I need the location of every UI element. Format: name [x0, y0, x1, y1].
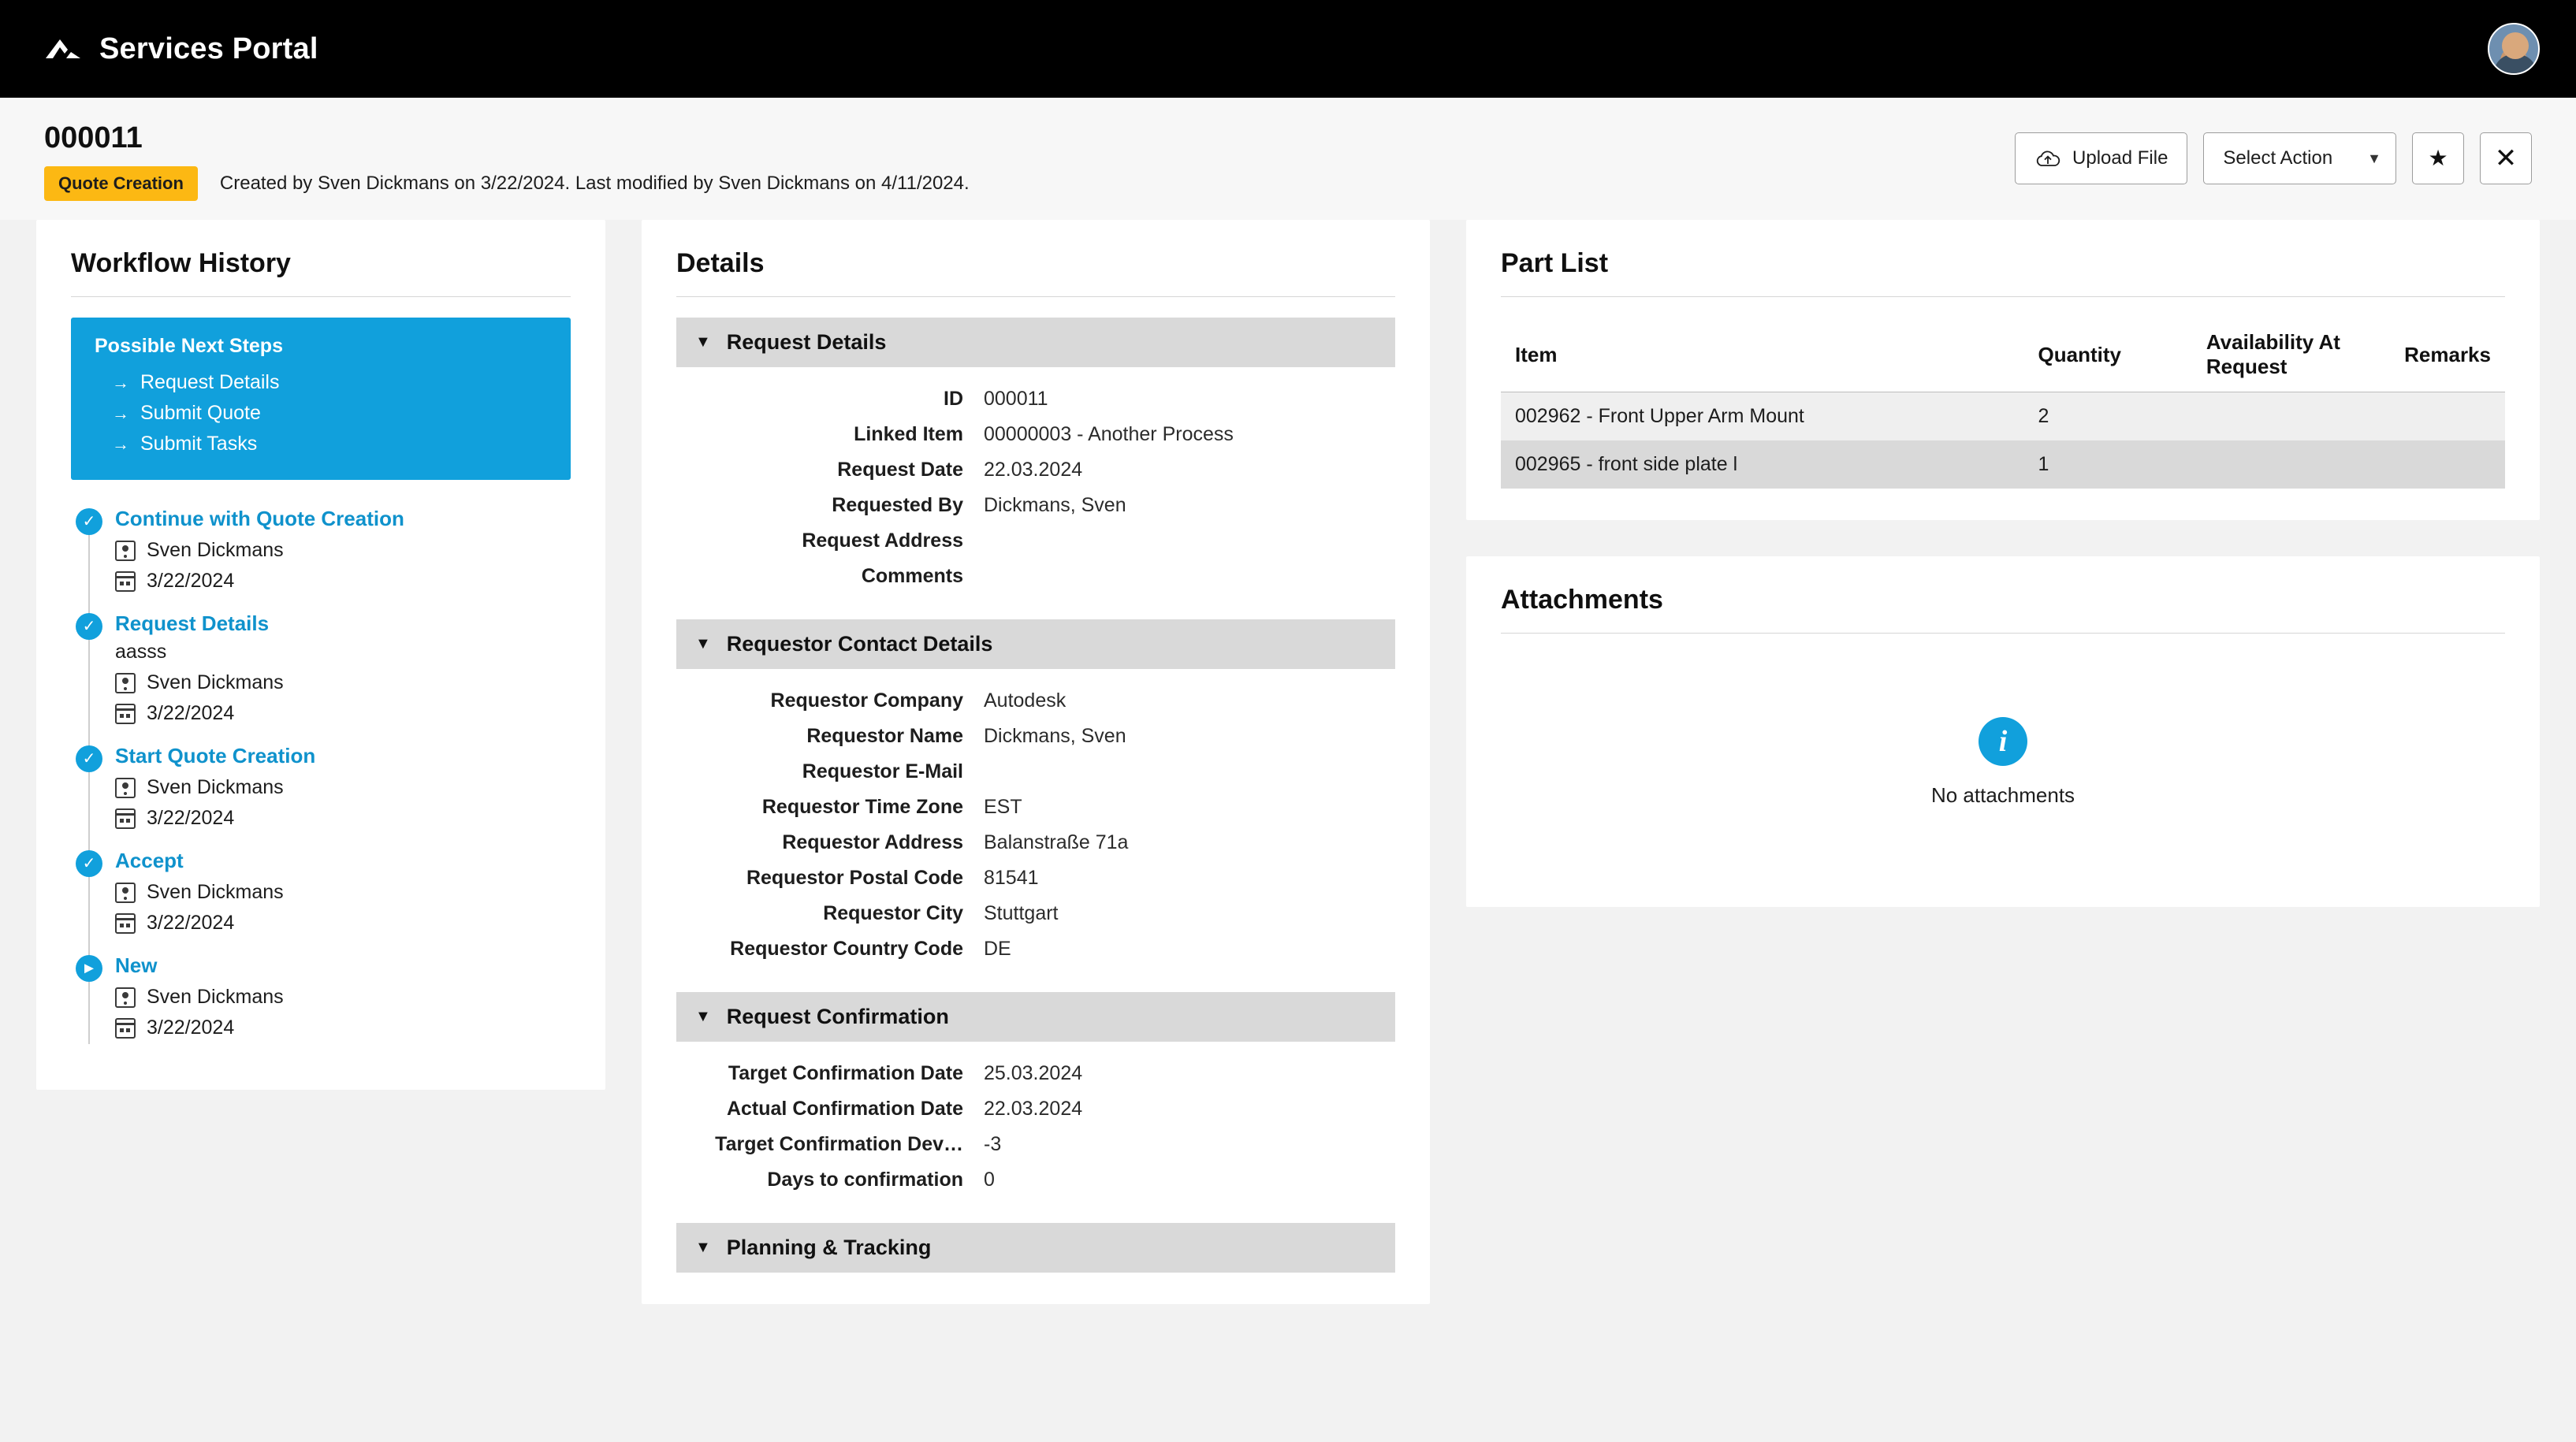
- next-step-label: Submit Tasks: [140, 433, 258, 455]
- timeline-user-name: Sven Dickmans: [147, 881, 284, 903]
- possible-next-steps-title: Possible Next Steps: [95, 335, 283, 357]
- chevron-down-icon: ▼: [695, 333, 711, 351]
- close-icon: ✕: [2494, 143, 2518, 173]
- field-label: Comments: [861, 565, 963, 587]
- timeline-item[interactable]: [76, 849, 571, 953]
- page-header-meta: [44, 166, 970, 201]
- timeline-item[interactable]: [76, 953, 571, 1058]
- field-requestor-company: [676, 683, 1395, 719]
- part-list-header: [1501, 318, 2505, 392]
- timeline-item-date: [115, 570, 571, 593]
- part-list-body: [1501, 392, 2505, 489]
- attachments-empty-text: No attachments: [1930, 783, 2075, 807]
- cell-remarks: [2390, 440, 2505, 489]
- field-label: Request Date: [837, 459, 963, 481]
- section-header-requestor-contact-details[interactable]: [676, 619, 1395, 669]
- field-value: 22.03.2024: [984, 459, 1083, 481]
- check-circle-icon: ✓: [76, 508, 102, 535]
- timeline-item-user: [115, 539, 571, 562]
- field-label: Requestor Address: [782, 831, 963, 853]
- field-requestor-postal-code: [676, 860, 1395, 896]
- cell-quantity: 2: [2024, 392, 2192, 441]
- part-list-title: Part List: [1501, 248, 2505, 297]
- timeline-item-label: Start Quote Creation: [115, 744, 316, 767]
- field-linked-item: [676, 417, 1395, 452]
- field-value: Dickmans, Sven: [984, 494, 1126, 516]
- timeline-user-name: Sven Dickmans: [147, 539, 284, 561]
- brand[interactable]: [44, 32, 318, 66]
- details-card: [642, 220, 1430, 1304]
- field-label: Requestor Time Zone: [761, 796, 963, 818]
- chevron-down-icon: ▼: [695, 1008, 711, 1025]
- page-title: 000011: [44, 121, 143, 154]
- timeline-date-value: 3/22/2024: [147, 702, 235, 724]
- next-step-submit-quote[interactable]: [95, 398, 547, 429]
- section-header-label: Requestor Contact Details: [726, 632, 993, 656]
- column-header-remarks[interactable]: Remarks: [2390, 318, 2505, 392]
- field-value: Dickmans, Sven: [984, 725, 1126, 747]
- timeline-item-user: [115, 776, 571, 799]
- record-meta-text: Created by Sven Dickmans on 3/22/2024. Last modified by Sven Dickmans on 4/11/2024.: [219, 173, 970, 194]
- table-row[interactable]: [1501, 440, 2505, 489]
- chevron-down-icon: ▼: [695, 1239, 711, 1256]
- mountain-logo-icon: [44, 35, 82, 63]
- column-header-item[interactable]: Item: [1501, 318, 2024, 392]
- upload-file-button[interactable]: [2015, 132, 2187, 184]
- page-header-left: [44, 121, 970, 201]
- timeline-item-date: [115, 807, 571, 830]
- field-value: 00000003 - Another Process: [984, 423, 1234, 445]
- timeline-item[interactable]: [76, 744, 571, 849]
- chevron-down-icon: ▼: [695, 635, 711, 652]
- timeline-item-date: [115, 912, 571, 935]
- timeline-item-date: [115, 1016, 571, 1039]
- check-circle-icon: ✓: [76, 745, 102, 772]
- workflow-history-card: [36, 220, 605, 1090]
- info-icon: i: [1979, 717, 2027, 766]
- cell-item: 002965 - front side plate l: [1501, 440, 2024, 489]
- timeline-item-user: [115, 881, 571, 904]
- section-header-planning-tracking[interactable]: [676, 1223, 1395, 1273]
- timeline-item-date: [115, 702, 571, 725]
- timeline-item-label: Request Details: [115, 611, 270, 635]
- section-header-label: Request Confirmation: [726, 1005, 949, 1028]
- field-value: 000011: [984, 388, 1048, 410]
- timeline-user-name: Sven Dickmans: [147, 671, 284, 693]
- cell-availability: [2192, 392, 2390, 441]
- field-value: 25.03.2024: [984, 1062, 1083, 1084]
- cell-quantity: 1: [2024, 440, 2192, 489]
- field-label: Linked Item: [854, 423, 963, 445]
- check-circle-icon: ✓: [76, 850, 102, 877]
- status-badge: Quote Creation: [44, 166, 198, 201]
- field-days-to-confirmation: [676, 1162, 1395, 1198]
- field-request-address: [676, 523, 1395, 559]
- arrow-icon: →: [112, 433, 129, 454]
- field-actual-confirmation-date: [676, 1091, 1395, 1127]
- cloud-upload-icon: [2034, 149, 2061, 168]
- field-label: Target Confirmation Date: [728, 1062, 963, 1084]
- avatar[interactable]: [2488, 23, 2540, 75]
- person-icon: [115, 883, 136, 903]
- timeline-item[interactable]: [76, 507, 571, 611]
- field-label: Requestor Company: [770, 689, 963, 712]
- part-list-table: [1501, 318, 2505, 489]
- field-request-date: [676, 452, 1395, 488]
- field-requestor-time-zone: [676, 790, 1395, 825]
- possible-next-steps-panel: [71, 318, 571, 480]
- section-header-label: Planning & Tracking: [726, 1236, 932, 1259]
- request-details-fields: [676, 367, 1395, 611]
- timeline-item-user: [115, 671, 571, 694]
- column-header-availability[interactable]: Availability At Request: [2192, 318, 2390, 392]
- brand-title: Services Portal: [99, 32, 318, 65]
- field-value: Autodesk: [984, 689, 1067, 712]
- play-circle-icon: ►: [76, 955, 102, 982]
- part-list-card: [1466, 220, 2540, 520]
- timeline-item-label: Accept: [115, 849, 184, 872]
- field-label: Requested By: [832, 494, 963, 516]
- table-row[interactable]: [1501, 392, 2505, 441]
- field-value: EST: [984, 796, 1022, 818]
- page-header: [0, 98, 2576, 220]
- next-step-label: Request Details: [140, 371, 280, 393]
- field-value: Balanstraße 71a: [984, 831, 1129, 853]
- field-value: 81541: [984, 867, 1039, 889]
- page-header-actions: [2015, 121, 2532, 184]
- attachments-title: Attachments: [1501, 585, 2505, 634]
- cell-availability: [2192, 440, 2390, 489]
- field-value: 0: [984, 1169, 995, 1191]
- calendar-icon: [115, 704, 136, 724]
- attachments-card: [1466, 556, 2540, 907]
- person-icon: [115, 778, 136, 798]
- request-confirmation-fields: [676, 1042, 1395, 1215]
- favorite-button[interactable]: [2412, 132, 2464, 184]
- calendar-icon: [115, 808, 136, 829]
- field-label: Request Address: [802, 530, 963, 552]
- field-value: 22.03.2024: [984, 1098, 1083, 1120]
- main-content: [0, 220, 2576, 1442]
- workflow-history-title: Workflow History: [71, 248, 571, 297]
- field-value: Stuttgart: [984, 902, 1059, 924]
- workflow-history-column: [36, 220, 605, 1090]
- timeline-item-label: Continue with Quote Creation: [115, 507, 404, 530]
- field-label: Target Confirmation Dev…: [715, 1133, 963, 1155]
- timeline-date-value: 3/22/2024: [147, 807, 235, 829]
- arrow-icon: →: [112, 372, 129, 392]
- timeline-date-value: 3/22/2024: [147, 570, 235, 592]
- field-label: Days to confirmation: [767, 1169, 963, 1191]
- check-circle-icon: ✓: [76, 613, 102, 640]
- field-label: ID: [944, 388, 963, 410]
- requestor-contact-fields: [676, 669, 1395, 984]
- timeline-user-name: Sven Dickmans: [147, 986, 284, 1008]
- person-icon: [115, 673, 136, 693]
- field-value: -3: [984, 1133, 1002, 1155]
- field-value: DE: [984, 938, 1011, 960]
- field-label: Actual Confirmation Date: [726, 1098, 963, 1120]
- calendar-icon: [115, 1018, 136, 1039]
- table-header-row: [1501, 318, 2505, 392]
- right-column: [1466, 220, 2540, 907]
- arrow-icon: →: [112, 403, 129, 423]
- details-column: [642, 220, 1430, 1304]
- field-requestor-name: [676, 719, 1395, 754]
- field-requestor-country-code: [676, 931, 1395, 967]
- timeline-item-user: [115, 986, 571, 1009]
- field-label: Requestor City: [823, 902, 963, 924]
- timeline-date-value: 3/22/2024: [147, 912, 235, 934]
- field-id: [676, 381, 1395, 417]
- field-requested-by: [676, 488, 1395, 523]
- timeline-user-name: Sven Dickmans: [147, 776, 284, 798]
- field-target-confirmation-date: [676, 1056, 1395, 1091]
- column-header-quantity[interactable]: Quantity: [2024, 318, 2192, 392]
- field-label: Requestor Postal Code: [746, 867, 963, 889]
- section-header-label: Request Details: [726, 330, 887, 354]
- attachments-empty-state: [1501, 654, 2505, 875]
- timeline-date-value: 3/22/2024: [147, 1016, 235, 1039]
- field-label: Requestor Name: [806, 725, 963, 747]
- close-button[interactable]: [2480, 132, 2532, 184]
- select-action-dropdown[interactable]: [2203, 132, 2396, 184]
- top-navigation-bar: [0, 0, 2576, 98]
- section-header-request-details[interactable]: [676, 318, 1395, 367]
- workflow-timeline: [71, 507, 571, 1058]
- field-comments: [676, 559, 1395, 594]
- field-label: Requestor Country Code: [730, 938, 963, 960]
- calendar-icon: [115, 571, 136, 592]
- next-step-submit-tasks[interactable]: [95, 429, 547, 459]
- next-step-label: Submit Quote: [140, 402, 261, 424]
- calendar-icon: [115, 913, 136, 934]
- next-step-request-details[interactable]: [95, 367, 547, 398]
- details-title: Details: [676, 248, 1395, 297]
- field-target-confirmation-deviation: [676, 1127, 1395, 1162]
- person-icon: [115, 987, 136, 1008]
- timeline-item-note: aasss: [115, 641, 167, 663]
- cell-item: 002962 - Front Upper Arm Mount: [1501, 392, 2024, 441]
- field-requestor-address: [676, 825, 1395, 860]
- section-header-request-confirmation[interactable]: [676, 992, 1395, 1042]
- star-icon: ★: [2428, 146, 2448, 170]
- timeline-item[interactable]: [76, 611, 571, 744]
- select-action-label: Select Action: [2223, 147, 2333, 169]
- chevron-down-icon: ▼: [2367, 150, 2381, 166]
- field-requestor-email: [676, 754, 1395, 790]
- field-requestor-city: [676, 896, 1395, 931]
- timeline-item-label: New: [115, 953, 158, 977]
- person-icon: [115, 541, 136, 561]
- upload-file-label: Upload File: [2072, 147, 2168, 169]
- field-label: Requestor E-Mail: [802, 760, 963, 782]
- cell-remarks: [2390, 392, 2505, 441]
